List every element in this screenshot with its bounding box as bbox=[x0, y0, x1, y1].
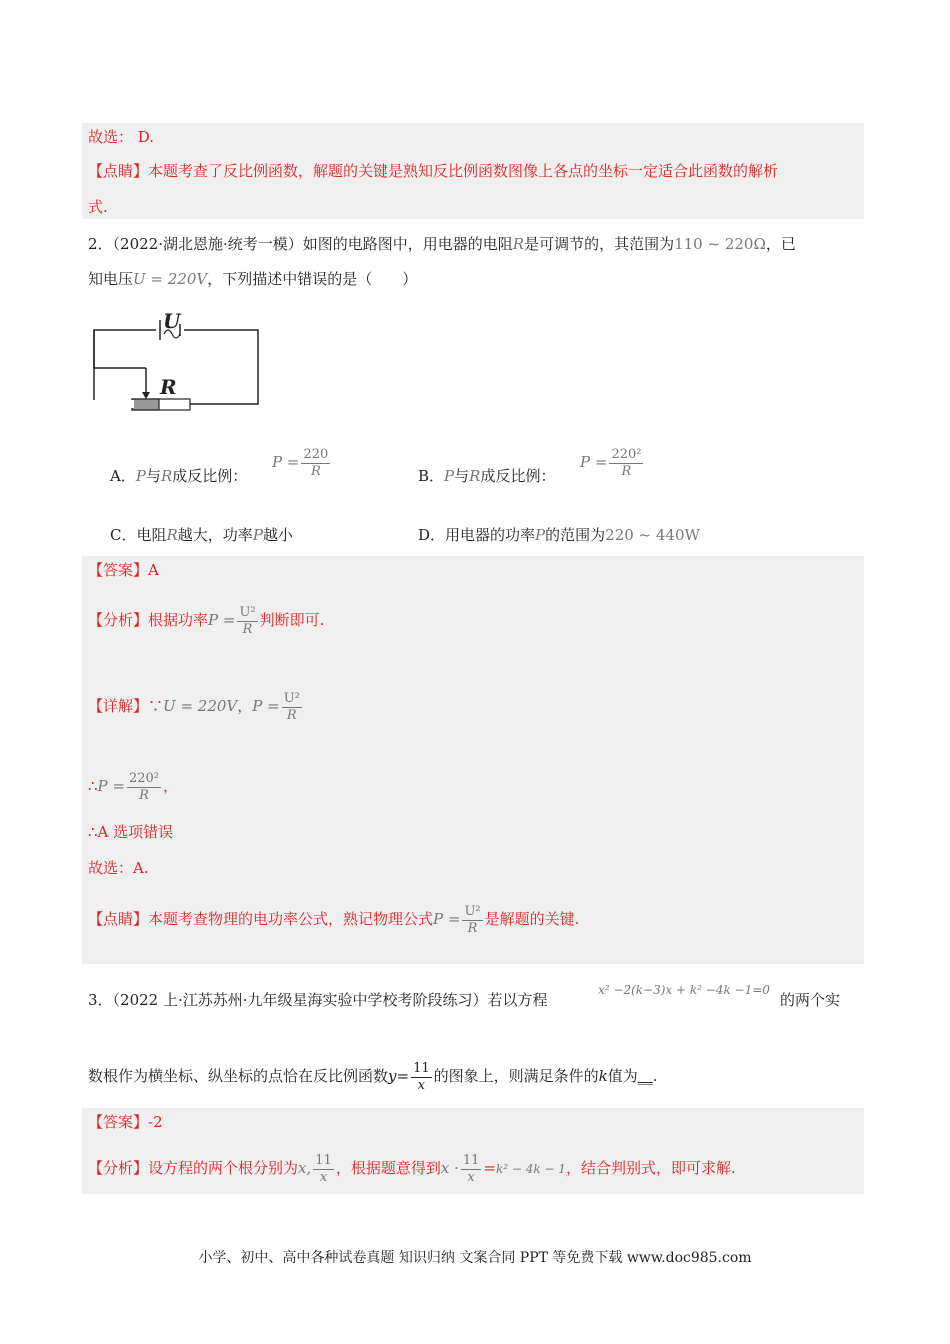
q3-var-k: k bbox=[598, 1067, 608, 1085]
q2-xj-frac bbox=[282, 691, 302, 724]
q2-tf1-num: 220² bbox=[128, 770, 160, 786]
q3-text-b: 数根作为横坐标、纵坐标的点恰在反比例函数 bbox=[88, 1067, 389, 1085]
q2-therefore-1 bbox=[88, 764, 178, 808]
q3-fx-x: x, bbox=[298, 1159, 312, 1177]
q2-xiangjie-tag: 【详解】 bbox=[88, 697, 149, 715]
q2-therefore-2: ∴A 选项错误 bbox=[88, 823, 174, 841]
q2-number: 2． bbox=[88, 235, 113, 253]
choose-line: 故选： D. bbox=[88, 128, 155, 146]
q2-tf1-lhs: P = bbox=[97, 777, 125, 795]
q2-dj-den: R bbox=[467, 920, 478, 936]
option-B-lhs: P = bbox=[580, 453, 608, 471]
option-C-R: R bbox=[166, 526, 178, 544]
dianjing-line-2: 式. bbox=[88, 198, 108, 216]
q2-xj-num: U² bbox=[283, 690, 300, 706]
q2-choose: 故选：A. bbox=[88, 859, 149, 877]
q3-fenxi-a: 设方程的两个根分别为 bbox=[148, 1159, 299, 1177]
option-C-P: P bbox=[252, 526, 263, 544]
circuit-label-R: R bbox=[160, 375, 177, 399]
q2-xj-lhs: P = bbox=[252, 697, 280, 715]
q2-because: ∵ bbox=[148, 697, 164, 715]
q2-text-b: ，已 bbox=[765, 235, 796, 253]
resistor-shaded bbox=[132, 399, 159, 410]
dianjing-line-1 bbox=[88, 161, 778, 181]
option-A-den: R bbox=[310, 463, 321, 479]
q2-fenxi-num: U² bbox=[239, 604, 256, 620]
q3-line-1 bbox=[88, 990, 548, 1010]
q3-fenxi-c: ，结合判别式，即可求解. bbox=[565, 1159, 736, 1177]
q3-text-c: 的图象上，则满足条件的 bbox=[433, 1067, 599, 1085]
top-solution-block bbox=[82, 123, 864, 219]
option-D-text-a: 用电器的功率 bbox=[445, 526, 536, 544]
option-D-text-b: 的范围为 bbox=[545, 526, 606, 544]
q3-period: . bbox=[652, 1067, 658, 1085]
circuit-diagram bbox=[90, 308, 265, 412]
q2-voltage: U = 220V bbox=[133, 270, 208, 288]
q2-var-R: R bbox=[512, 235, 525, 253]
q3-equation: x² −2(k−3)x + k² −4k −1=0 bbox=[598, 983, 770, 997]
option-A-mid: 与 bbox=[145, 467, 161, 485]
option-D bbox=[418, 525, 700, 545]
dianjing-text: 本题考查了反比例函数，解题的关键是熟知反比例函数图像上各点的坐标一定适合此函数的解析 bbox=[148, 162, 779, 180]
dianjing-tag: 【点睛】 bbox=[88, 162, 149, 180]
q2-solution-block bbox=[82, 556, 864, 964]
option-D-range: 220 ~ 440W bbox=[605, 526, 700, 544]
q3-source: （2022 上·江苏苏州·九年级星海实验中学校考阶段练习）若以方程 bbox=[112, 991, 548, 1009]
option-C-text-c: 越小 bbox=[262, 526, 293, 544]
option-A-label: A． bbox=[110, 467, 136, 485]
option-A-frac bbox=[301, 447, 330, 480]
option-A-text: 成反比例： bbox=[172, 467, 248, 485]
q2-dj-num: U² bbox=[464, 903, 481, 919]
q3-text-d: 值为 bbox=[607, 1067, 638, 1085]
q2-fenxi-lhs: P = bbox=[208, 611, 236, 629]
q3-frac-num: 11 bbox=[413, 1060, 430, 1076]
q3-frac-den: x bbox=[417, 1077, 425, 1093]
q3-fenxi-b: ，根据题意得到 bbox=[335, 1159, 441, 1177]
option-C-text-b: 越大，功率 bbox=[177, 526, 253, 544]
q2-dj-lhs: P = bbox=[433, 910, 461, 928]
q2-fenxi-den: R bbox=[242, 621, 253, 637]
option-A-num: 220 bbox=[303, 446, 329, 462]
option-B-R: R bbox=[469, 467, 481, 485]
q2-tf1-comma: ， bbox=[163, 777, 179, 795]
q2-fenxi-frac bbox=[237, 605, 257, 638]
wire-mask bbox=[90, 400, 134, 408]
q3-solution-block bbox=[82, 1108, 864, 1194]
q3-frac bbox=[411, 1061, 432, 1094]
q3-number: 3． bbox=[88, 991, 113, 1009]
q3-line-2 bbox=[88, 1054, 658, 1098]
q2-dj-b: 是解题的关键. bbox=[484, 910, 580, 928]
q2-range: 110 ~ 220Ω bbox=[674, 235, 766, 253]
option-B-label: B． bbox=[418, 467, 445, 485]
q3-fenxi-tag: 【分析】 bbox=[88, 1159, 149, 1177]
q2-fenxi-b: 判断即可. bbox=[259, 611, 325, 629]
option-D-P: P bbox=[535, 526, 546, 544]
option-A-R: R bbox=[160, 467, 173, 485]
page-footer: 小学、初中、高中各种试卷真题 知识归纳 文案合同 PPT 等免费下载 www.doc985.com bbox=[198, 1250, 752, 1266]
q3-answer-value: -2 bbox=[148, 1113, 163, 1131]
q3-answer bbox=[88, 1112, 163, 1132]
q2-therefore-sym: ∴ bbox=[88, 777, 98, 795]
q2-dj-frac bbox=[462, 904, 482, 937]
q3-blank: __ bbox=[637, 1067, 653, 1085]
q2-dj-tag: 【点睛】 bbox=[88, 910, 149, 928]
q2-fenxi bbox=[88, 598, 324, 642]
q2-tf1-den: R bbox=[139, 787, 149, 803]
q2-line-1 bbox=[88, 234, 796, 254]
option-B-num: 220² bbox=[611, 446, 642, 462]
circuit-label-U: U bbox=[163, 309, 181, 333]
q2-answer-tag: 【答案】 bbox=[88, 561, 149, 579]
q2-line-2 bbox=[88, 269, 417, 289]
option-B-den: R bbox=[621, 463, 632, 479]
option-B-frac bbox=[609, 447, 643, 480]
option-A-formula bbox=[272, 442, 332, 482]
q3-fx-frac2 bbox=[461, 1153, 482, 1186]
q3-fx-num2: 11 bbox=[462, 1152, 480, 1168]
q2-tf1-frac bbox=[127, 771, 161, 804]
q3-fx-rhs: k² − 4k − 1 bbox=[495, 1162, 566, 1176]
option-A bbox=[110, 466, 247, 486]
slider-arrowhead bbox=[142, 392, 150, 399]
q2-text-d: ，下列描述中错误的是（ ） bbox=[207, 270, 418, 288]
q2-answer bbox=[88, 560, 159, 580]
q2-xj-den: R bbox=[286, 707, 297, 723]
q3-fx-x2: x · bbox=[440, 1159, 459, 1177]
option-C-text-a: 电阻 bbox=[136, 526, 167, 544]
q2-answer-value: A bbox=[148, 561, 159, 579]
q3-fx-den2: x bbox=[467, 1169, 475, 1185]
q3-fx-frac bbox=[313, 1153, 334, 1186]
option-B-text: 成反比例： bbox=[480, 467, 556, 485]
option-B-formula bbox=[580, 442, 645, 482]
q2-dj-a: 本题考查物理的电功率公式，熟记物理公式 bbox=[148, 910, 434, 928]
q3-text-a: 的两个实 bbox=[780, 991, 841, 1009]
option-B-mid: 与 bbox=[454, 467, 470, 485]
option-C-label: C． bbox=[110, 526, 137, 544]
option-D-label: D． bbox=[418, 526, 446, 544]
option-B bbox=[418, 466, 555, 486]
q3-answer-tag: 【答案】 bbox=[88, 1113, 149, 1131]
q3-fx-eq: = bbox=[483, 1159, 496, 1177]
q2-source: （2022·湖北恩施·统考一模）如图的电路图中，用电器的电阻 bbox=[112, 235, 513, 253]
q3-fenxi bbox=[88, 1146, 736, 1191]
q3-fx-num: 11 bbox=[315, 1152, 332, 1168]
q2-text-c: 知电压 bbox=[88, 270, 134, 288]
q2-dianjing bbox=[88, 894, 579, 944]
option-C bbox=[110, 525, 293, 545]
option-B-P: P bbox=[444, 467, 455, 485]
q3-y-eq: y= bbox=[388, 1067, 410, 1085]
option-A-P: P bbox=[135, 467, 146, 485]
q2-fenxi-tag: 【分析】 bbox=[88, 611, 149, 629]
q2-text-a: 是可调节的，其范围为 bbox=[524, 235, 675, 253]
q2-fenxi-a: 根据功率 bbox=[148, 611, 209, 629]
q2-xiangjie bbox=[88, 684, 304, 728]
q2-xj-comma: ， bbox=[237, 697, 253, 715]
q3-fx-den: x bbox=[319, 1169, 328, 1185]
q2-xj-U: U = 220V bbox=[163, 697, 238, 715]
option-A-lhs: P = bbox=[272, 453, 300, 471]
